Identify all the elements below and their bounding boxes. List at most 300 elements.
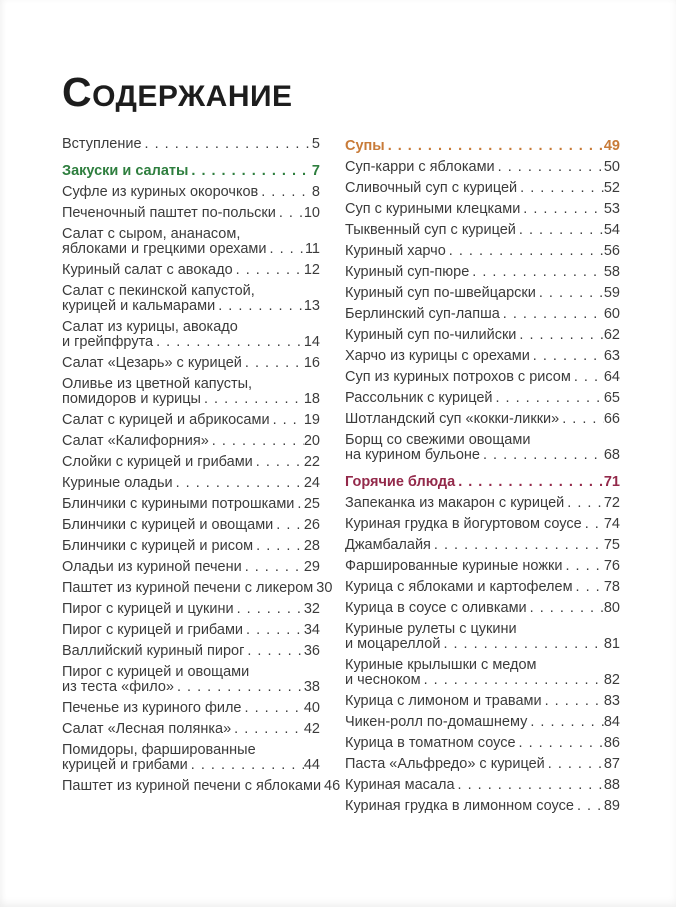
entry-title: Пирог с курицей и цукини <box>62 601 234 617</box>
page-number: 78 <box>603 579 620 595</box>
dot-leader <box>256 539 304 554</box>
toc-entry <box>62 206 320 221</box>
section-title: Закуски и салаты <box>62 163 189 179</box>
page-number: 81 <box>603 636 620 652</box>
page-title <box>62 69 620 115</box>
entry-title: Пирог с курицей и грибами <box>62 622 244 638</box>
page-number: 16 <box>303 355 320 371</box>
page-number: 71 <box>603 474 620 490</box>
entry-wrap-line <box>62 227 320 242</box>
entry-title: Оладьи из куриной печени <box>62 559 242 575</box>
title-rest: ОДЕРЖАНИЕ <box>92 80 293 113</box>
toc-entry <box>62 580 333 596</box>
entry-last-line <box>62 518 320 533</box>
entry-last-line <box>62 758 320 773</box>
entry-wrap-line <box>345 658 620 673</box>
entry-wrap-line <box>62 377 320 392</box>
toc-entry <box>345 433 620 463</box>
toc-columns <box>62 137 620 820</box>
dot-leader <box>245 560 304 575</box>
dot-leader <box>247 644 303 659</box>
dot-leader <box>191 164 312 179</box>
toc-entry <box>345 223 620 238</box>
entry-last-line <box>62 722 320 737</box>
toc-entry <box>62 284 320 314</box>
entry-last-line <box>345 370 620 385</box>
entry-last-line <box>62 434 320 449</box>
entry-title: Куриный суп по-чилийски <box>345 327 517 343</box>
toc-entry <box>62 356 320 371</box>
page-number: 19 <box>303 412 320 428</box>
page-number: 5 <box>311 136 320 152</box>
entry-last-line <box>62 778 341 794</box>
page-number: 44 <box>303 757 320 773</box>
page-number: 76 <box>603 558 620 574</box>
entry-title: Джамбалайя <box>345 537 431 553</box>
dot-leader <box>218 299 304 314</box>
dot-leader <box>577 799 604 814</box>
toc-entry <box>62 623 320 638</box>
dot-leader <box>530 715 604 730</box>
entry-title: Салат с курицей и абрикосами <box>62 412 270 428</box>
entry-title: Паштет из куриной печени с ликером <box>62 580 314 596</box>
entry-last-line <box>345 160 620 175</box>
toc-entry <box>62 560 320 575</box>
dot-leader <box>246 623 304 638</box>
entry-last-line <box>345 448 620 463</box>
page-number: 8 <box>311 184 320 200</box>
page-number: 84 <box>603 714 620 730</box>
section-title: Горячие блюда <box>345 474 456 490</box>
dot-leader <box>236 263 304 278</box>
entry-last-line <box>62 137 320 152</box>
page-number: 88 <box>603 777 620 793</box>
toc-entry <box>345 559 620 574</box>
dot-leader <box>256 455 304 470</box>
toc-entry <box>345 715 620 730</box>
page-number: 64 <box>603 369 620 385</box>
entry-last-line <box>345 799 620 814</box>
dot-leader <box>565 559 603 574</box>
page-number: 54 <box>603 222 620 238</box>
entry-title: Тыквенный суп с курицей <box>345 222 516 238</box>
entry-last-line <box>345 139 620 154</box>
entry-last-line <box>345 736 620 751</box>
toc-entry <box>62 701 320 716</box>
entry-wrap-line <box>345 433 620 448</box>
toc-entry <box>345 622 620 652</box>
entry-last-line <box>62 623 320 638</box>
entry-title: Куриные оладьи <box>62 475 173 491</box>
entry-last-line <box>62 580 333 596</box>
dot-leader <box>237 602 304 617</box>
entry-title: и моцареллой <box>345 636 441 652</box>
entry-last-line <box>345 181 620 196</box>
dot-leader <box>472 265 604 280</box>
entry-last-line <box>62 356 320 371</box>
entry-title: Оливье из цветной капусты, <box>62 376 253 392</box>
toc-entry <box>345 160 620 175</box>
dot-leader <box>204 392 304 407</box>
entry-last-line <box>345 694 620 709</box>
dot-leader <box>539 286 604 301</box>
toc-entry <box>62 476 320 491</box>
entry-title: Суп из куриных потрохов с рисом <box>345 369 571 385</box>
entry-title: Куриный суп по-швейцарски <box>345 285 536 301</box>
entry-last-line <box>345 673 620 688</box>
entry-title: Куриные рулеты с цукини <box>345 621 517 637</box>
dot-leader <box>458 778 604 793</box>
toc-entry <box>62 602 320 617</box>
toc-entry <box>345 181 620 196</box>
toc-entry <box>345 244 620 259</box>
toc-entry <box>62 778 341 794</box>
title-initial: С <box>62 69 93 115</box>
page-number: 83 <box>603 693 620 709</box>
entry-title: помидоров и курицы <box>62 391 201 407</box>
entry-wrap-line <box>62 665 320 680</box>
entry-last-line <box>345 757 620 772</box>
entry-title: Курица с яблоками и картофелем <box>345 579 573 595</box>
entry-title: Куриный харчо <box>345 243 446 259</box>
entry-title: Слойки с курицей и грибами <box>62 454 253 470</box>
page-number: 89 <box>603 798 620 814</box>
entry-title: Суфле из куриных окорочков <box>62 184 259 200</box>
dot-leader <box>567 496 604 511</box>
toc-entry <box>345 538 620 553</box>
entry-title: Суп-карри с яблоками <box>345 159 495 175</box>
entry-title: Печеночный паштет по-польски <box>62 205 276 221</box>
toc-entry <box>345 601 620 616</box>
page-number: 68 <box>603 447 620 463</box>
entry-title: Салат с сыром, ананасом, <box>62 226 241 242</box>
entry-last-line <box>62 335 320 350</box>
page-number: 25 <box>303 496 320 512</box>
entry-last-line <box>62 701 320 716</box>
page-number: 36 <box>303 643 320 659</box>
entry-last-line <box>62 560 320 575</box>
dot-leader <box>176 476 304 491</box>
toc-entry <box>345 736 620 751</box>
dot-leader <box>496 391 604 406</box>
entry-wrap-line <box>62 743 320 758</box>
entry-last-line <box>345 538 620 553</box>
entry-last-line <box>345 412 620 427</box>
page-number: 7 <box>311 163 320 179</box>
page-number: 24 <box>303 475 320 491</box>
entry-last-line <box>345 517 620 532</box>
page-number: 22 <box>303 454 320 470</box>
entry-title: Паста «Альфредо» с курицей <box>345 756 545 772</box>
toc-entry <box>62 665 320 695</box>
toc-entry <box>62 455 320 470</box>
toc-entry <box>345 307 620 322</box>
entry-last-line <box>345 391 620 406</box>
dot-leader <box>545 694 604 709</box>
entry-title: Куриная грудка в йогуртовом соусе <box>345 516 582 532</box>
entry-title: Курица с лимоном и травами <box>345 693 542 709</box>
page-number: 60 <box>603 306 620 322</box>
dot-leader <box>212 434 304 449</box>
entry-title: Пирог с курицей и овощами <box>62 664 250 680</box>
entry-last-line <box>62 644 320 659</box>
entry-last-line <box>62 164 320 179</box>
entry-last-line <box>345 349 620 364</box>
dot-leader <box>530 601 604 616</box>
entry-title: Салат «Калифорния» <box>62 433 209 449</box>
toc-entry <box>62 497 320 512</box>
dot-leader <box>261 185 312 200</box>
entry-title: Вступление <box>62 136 142 152</box>
page-number: 58 <box>603 264 620 280</box>
entry-last-line <box>62 602 320 617</box>
toc-entry <box>345 496 620 511</box>
entry-last-line <box>345 223 620 238</box>
dot-leader <box>424 673 604 688</box>
entry-last-line <box>345 475 620 490</box>
dot-leader <box>503 307 604 322</box>
page-number: 32 <box>303 601 320 617</box>
page-number: 28 <box>303 538 320 554</box>
entry-title: Салат из курицы, авокадо <box>62 319 238 335</box>
toc-entry <box>345 517 620 532</box>
toc-section-heading <box>345 475 620 490</box>
toc-entry <box>345 412 620 427</box>
toc-entry <box>345 265 620 280</box>
page-number: 50 <box>603 159 620 175</box>
entry-last-line <box>345 715 620 730</box>
page-number: 34 <box>303 622 320 638</box>
dot-leader <box>483 448 604 463</box>
page-number: 42 <box>303 721 320 737</box>
page-number: 82 <box>603 672 620 688</box>
dot-leader <box>548 757 604 772</box>
dot-leader <box>191 758 304 773</box>
entry-title: Куриный салат с авокадо <box>62 262 233 278</box>
page-number: 29 <box>303 559 320 575</box>
entry-title: Салат «Лесная полянка» <box>62 721 232 737</box>
toc-entry <box>62 743 320 773</box>
dot-leader <box>449 244 604 259</box>
section-title: Супы <box>345 138 385 154</box>
entry-last-line <box>345 637 620 652</box>
toc-entry <box>345 202 620 217</box>
entry-title: Салат «Цезарь» с курицей <box>62 355 242 371</box>
entry-last-line <box>345 559 620 574</box>
page-number: 13 <box>303 298 320 314</box>
page-number: 38 <box>303 679 320 695</box>
page-number: 14 <box>303 334 320 350</box>
dot-leader <box>574 370 604 385</box>
entry-last-line <box>62 392 320 407</box>
entry-last-line <box>345 307 620 322</box>
entry-title: на курином бульоне <box>345 447 480 463</box>
entry-last-line <box>345 496 620 511</box>
page-number: 40 <box>303 700 320 716</box>
dot-leader <box>156 335 304 350</box>
toc-entry <box>62 518 320 533</box>
page-number: 30 <box>316 580 333 596</box>
entry-title: Сливочный суп с курицей <box>345 180 518 196</box>
entry-last-line <box>62 413 320 428</box>
entry-title: Чикен-ролл по-домашнему <box>345 714 528 730</box>
entry-title: Борщ со свежими овощами <box>345 432 531 448</box>
entry-title: Помидоры, фаршированные <box>62 742 256 758</box>
page-number: 59 <box>603 285 620 301</box>
entry-last-line <box>62 185 320 200</box>
toc-column-left <box>62 136 341 800</box>
page-number: 18 <box>303 391 320 407</box>
entry-title: Фаршированные куриные ножки <box>345 558 563 574</box>
entry-title: Курица в соусе с оливками <box>345 600 527 616</box>
entry-title: яблоками и грецкими орехами <box>62 241 267 257</box>
page-number: 20 <box>303 433 320 449</box>
entry-last-line <box>62 206 320 221</box>
toc-entry <box>62 722 320 737</box>
page-number: 12 <box>303 262 320 278</box>
toc-entry <box>62 413 320 428</box>
toc-column-right <box>345 137 620 820</box>
entry-last-line <box>345 202 620 217</box>
entry-title: из теста «фило» <box>62 679 174 695</box>
page-number: 72 <box>603 495 620 511</box>
page-number: 66 <box>603 411 620 427</box>
entry-title: курицей и грибами <box>62 757 188 773</box>
dot-leader <box>245 701 304 716</box>
dot-leader <box>562 412 604 427</box>
dot-leader <box>458 475 604 490</box>
entry-last-line <box>62 680 320 695</box>
dot-leader <box>519 328 603 343</box>
dot-leader <box>519 736 604 751</box>
toc-entry <box>345 328 620 343</box>
entry-title: Паштет из куриной печени с яблоками <box>62 778 322 794</box>
entry-last-line <box>62 299 320 314</box>
entry-title: Валлийский куриный пирог <box>62 643 245 659</box>
toc-entry <box>62 434 320 449</box>
entry-title: Куриный суп-пюре <box>345 264 470 280</box>
toc-entry <box>62 227 320 257</box>
dot-leader <box>388 139 604 154</box>
page-number: 74 <box>603 516 620 532</box>
toc-entry <box>345 658 620 688</box>
toc-entry <box>345 370 620 385</box>
toc-entry <box>62 185 320 200</box>
toc-entry <box>345 778 620 793</box>
entry-title: Харчо из курицы с орехами <box>345 348 530 364</box>
page-number: 62 <box>603 327 620 343</box>
toc-entry <box>62 539 320 554</box>
toc-entry <box>62 644 320 659</box>
entry-title: Блинчики с курицей и овощами <box>62 517 274 533</box>
entry-title: Блинчики с куриными потрошками <box>62 496 295 512</box>
entry-last-line <box>345 601 620 616</box>
dot-leader <box>576 580 604 595</box>
dot-leader <box>434 538 604 553</box>
entry-title: Курица в томатном соусе <box>345 735 516 751</box>
toc-entry <box>62 320 320 350</box>
toc-entry <box>62 137 320 152</box>
entry-title: Запеканка из макарон с курицей <box>345 495 565 511</box>
entry-title: Куриная грудка в лимонном соусе <box>345 798 574 814</box>
page-number: 11 <box>304 241 320 257</box>
entry-title: Берлинский суп-лапша <box>345 306 500 322</box>
entry-last-line <box>345 265 620 280</box>
entry-title: Куриные крылышки с медом <box>345 657 537 673</box>
entry-title: Куриная масала <box>345 777 455 793</box>
toc-entry <box>345 757 620 772</box>
dot-leader <box>533 349 604 364</box>
entry-last-line <box>345 244 620 259</box>
page-number: 10 <box>303 205 320 221</box>
entry-last-line <box>62 497 320 512</box>
page-number: 63 <box>603 348 620 364</box>
dot-leader <box>520 181 604 196</box>
page-number: 75 <box>603 537 620 553</box>
page-number: 46 <box>324 778 341 794</box>
entry-title: Рассольник с курицей <box>345 390 493 406</box>
page-number: 87 <box>603 756 620 772</box>
entry-last-line <box>62 263 320 278</box>
dot-leader <box>443 637 603 652</box>
dot-leader <box>276 518 304 533</box>
page-number: 56 <box>603 243 620 259</box>
toc-entry <box>345 580 620 595</box>
entry-title: Салат с пекинской капустой, <box>62 283 255 299</box>
toc-entry <box>345 391 620 406</box>
page-number: 53 <box>603 201 620 217</box>
toc-entry <box>345 349 620 364</box>
entry-last-line <box>62 242 320 257</box>
toc-entry <box>345 799 620 814</box>
dot-leader <box>523 202 604 217</box>
page-number: 86 <box>603 735 620 751</box>
page-number: 65 <box>603 390 620 406</box>
page-number: 52 <box>603 180 620 196</box>
toc-section-heading <box>62 164 320 179</box>
entry-wrap-line <box>62 284 320 299</box>
toc-entry <box>345 694 620 709</box>
entry-last-line <box>62 455 320 470</box>
dot-leader <box>234 722 304 737</box>
entry-last-line <box>345 286 620 301</box>
entry-title: курицей и кальмарами <box>62 298 216 314</box>
dot-leader <box>245 356 304 371</box>
entry-wrap-line <box>62 320 320 335</box>
dot-leader <box>279 206 304 221</box>
entry-title: Блинчики с курицей и рисом <box>62 538 254 554</box>
entry-last-line <box>62 476 320 491</box>
dot-leader <box>519 223 604 238</box>
dot-leader <box>145 137 312 152</box>
entry-title: и чесноком <box>345 672 421 688</box>
toc-entry <box>62 263 320 278</box>
toc-section-heading <box>345 139 620 154</box>
entry-last-line <box>345 778 620 793</box>
toc-entry <box>345 286 620 301</box>
entry-title: Печенье из куриного филе <box>62 700 242 716</box>
dot-leader <box>270 242 305 257</box>
entry-title: Шотландский суп «кокки-ликки» <box>345 411 560 427</box>
toc-entry <box>62 377 320 407</box>
dot-leader <box>177 680 304 695</box>
dot-leader <box>585 517 604 532</box>
entry-wrap-line <box>345 622 620 637</box>
dot-leader <box>273 413 304 428</box>
entry-last-line <box>345 580 620 595</box>
entry-title: и грейпфрута <box>62 334 154 350</box>
entry-last-line <box>345 328 620 343</box>
